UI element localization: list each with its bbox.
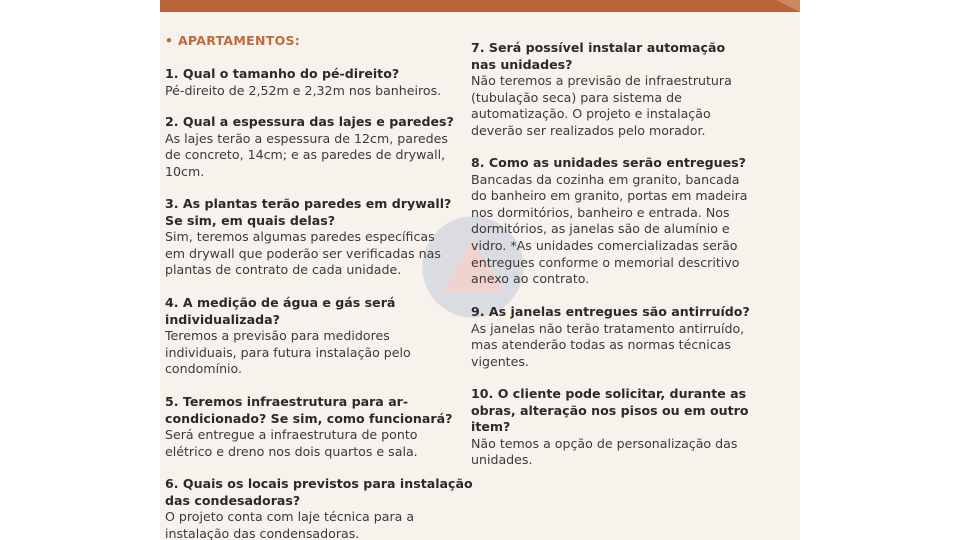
faq-answer: Bancadas da cozinha em granito, bancada do banheiro em granito, portas em madeira nos dormitórios, banheiro e entrada. Nos dormitórios, as janelas são de alumínio e vidro. *As unidades comercializadas serão entregues conforme o memorial descritivo anexo ao contrato. (471, 171, 748, 287)
faq-document (160, 0, 800, 540)
faq-item-9 (471, 304, 771, 370)
faq-question: 6. Quais os locais previstos para instalação das condesadoras? (165, 476, 473, 508)
faq-answer: Não temos a opção de personalização das unidades. (471, 435, 738, 468)
faq-answer: Sim, teremos algumas paredes específicas em drywall que poderão ser verificadas nas plantas de contrato de cada unidade. (165, 229, 441, 278)
faq-answer: As lajes terão a espessura de 12cm, paredes de concreto, 14cm; e as paredes de drywall, 10cm. (165, 130, 448, 179)
section-title: • APARTAMENTOS: (165, 33, 301, 48)
faq-item-6 (165, 476, 473, 540)
faq-question: 2. Qual a espessura das lajes e paredes? (165, 114, 454, 129)
faq-item-10 (471, 386, 771, 469)
faq-question: 9. As janelas entregues são antirruído? (471, 304, 750, 319)
faq-item-8 (471, 155, 771, 288)
faq-answer: Será entregue a infraestrutura de ponto elétrico e dreno nos dois quartos e sala. (165, 427, 418, 459)
faq-item-3 (165, 196, 465, 279)
header-band-accent (776, 0, 800, 12)
faq-question: 3. As plantas terão paredes em drywall? Se sim, em quais delas? (165, 196, 452, 228)
faq-item-4 (165, 295, 465, 378)
faq-answer: Não teremos a previsão de infraestrutura (tubulação seca) para sistema de automatização. O projeto e instalação deverão ser realizados pelo morador. (471, 73, 732, 138)
faq-question: 5. Teremos infraestrutura para ar- condicionado? Se sim, como funcionará? (165, 394, 453, 426)
faq-answer: O projeto conta com laje técnica para a instalação das condensadoras. (165, 509, 415, 540)
faq-answer: As janelas não terão tratamento antirruído, mas atenderão todas as normas técnicas vigentes. (471, 320, 745, 369)
faq-item-2 (165, 114, 465, 180)
header-band (160, 0, 800, 12)
faq-question: 4. A medição de água e gás será individualizada? (165, 295, 396, 327)
faq-question: 10. O cliente pode solicitar, durante as obras, alteração nos pisos ou em outro item? (471, 386, 749, 435)
faq-item-7 (471, 40, 771, 140)
faq-question: 8. Como as unidades serão entregues? (471, 155, 746, 170)
faq-item-5 (165, 394, 465, 460)
faq-answer: Teremos a previsão para medidores individuais, para futura instalação pelo condomínio. (165, 328, 411, 377)
faq-item-1 (165, 66, 465, 99)
faq-question: 7. Será possível instalar automação nas unidades? (471, 40, 726, 72)
faq-question: 1. Qual o tamanho do pé-direito? (165, 66, 400, 81)
faq-answer: Pé-direito de 2,52m e 2,32m nos banheiros. (165, 82, 442, 98)
